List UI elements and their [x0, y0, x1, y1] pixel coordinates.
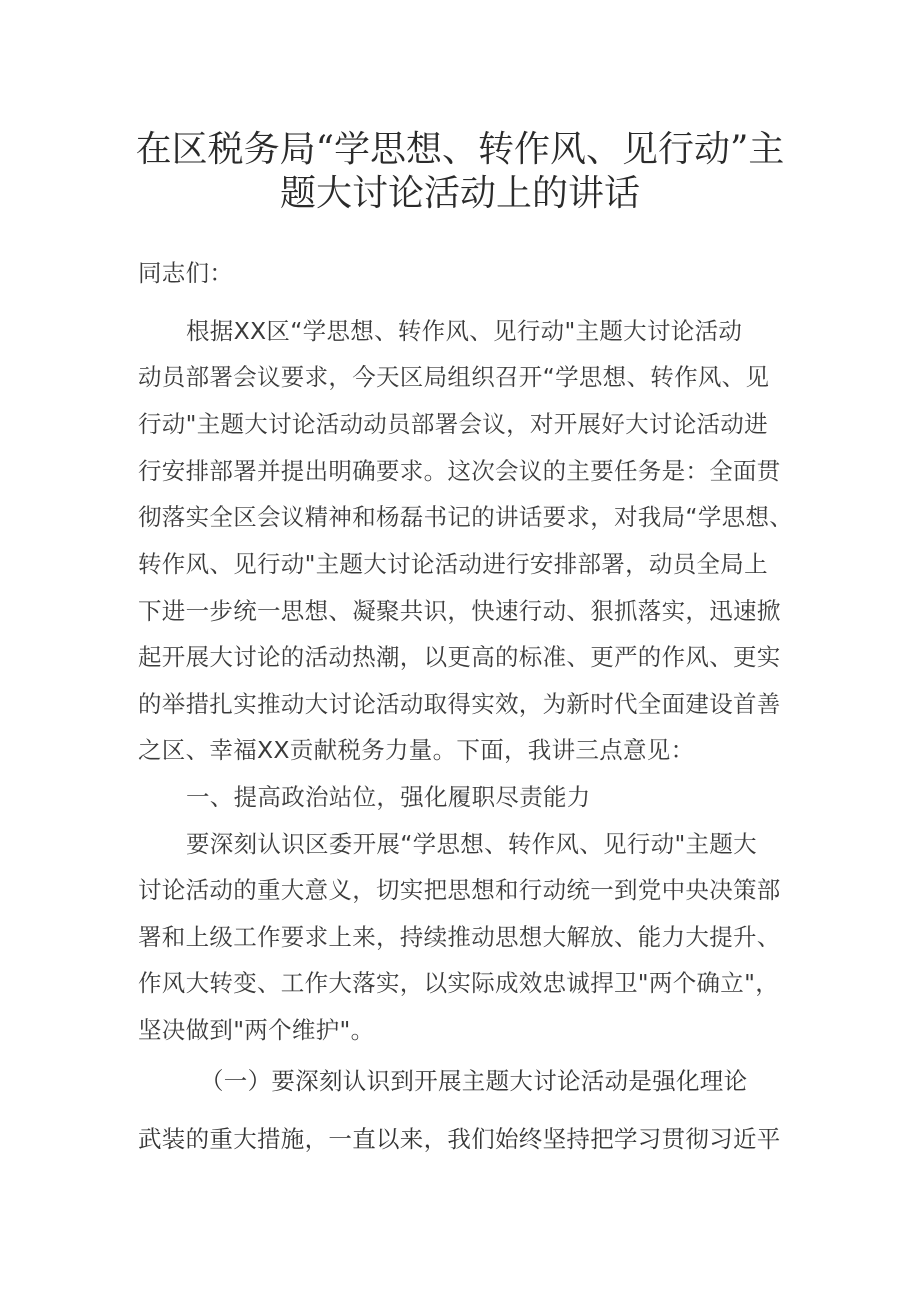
- paragraph-1-line: 的举措扎实推动大讨论活动取得实效，为新时代全面建设首善: [138, 690, 781, 718]
- paragraph-1-line: 根据XX区“学思想、转作风、见行动"主题大讨论活动: [186, 317, 743, 345]
- subheading-1-continuation: 武装的重大措施，一直以来，我们始终坚持把学习贯彻习近平: [138, 1125, 781, 1153]
- document-title-line-2: 题大讨论活动上的讲话: [279, 173, 640, 214]
- paragraph-2-line: 署和上级工作要求上来，持续推动思想大解放、能力大提升、: [138, 923, 781, 951]
- paragraph-1-line: 之区、幸福XX贡献税务力量。下面，我讲三点意见：: [138, 736, 695, 764]
- paragraph-1-line: 彻落实全区会议精神和杨磊书记的讲话要求，对我局“学思想、: [138, 503, 794, 531]
- paragraph-1-line: 下进一步统一思想、凝聚共识，快速行动、狠抓落实，迅速掀: [138, 597, 781, 625]
- paragraph-1-line: 行安排部署并提出明确要求。这次会议的主要任务是：全面贯: [138, 457, 781, 485]
- paragraph-1-line: 转作风、见行动"主题大讨论活动进行安排部署，动员全局上: [138, 550, 768, 578]
- paragraph-2-line: 坚决做到"两个维护"。: [138, 1016, 375, 1044]
- subheading-1: （一）要深刻认识到开展主题大讨论活动是强化理论: [200, 1067, 748, 1095]
- paragraph-1-line: 起开展大讨论的活动热潮，以更高的标准、更严的作风、更实: [138, 643, 781, 671]
- document-title-line-1: 在区税务局“学思想、转作风、见行动”主: [135, 129, 785, 170]
- paragraph-2-line: 讨论活动的重大意义，切实把思想和行动统一到党中央决策部: [138, 876, 781, 904]
- paragraph-1-line: 动员部署会议要求，今天区局组织召开“学思想、转作风、见: [138, 363, 770, 391]
- salutation: 同志们：: [138, 259, 234, 287]
- section-heading-1: 一、提高政治站位，强化履职尽责能力: [186, 783, 591, 811]
- paragraph-2-line: 要深刻认识区委开展“学思想、转作风、见行动"主题大: [186, 830, 757, 858]
- paragraph-2-line: 作风大转变、工作大落实，以实际成效忠诚捍卫"两个确立"，: [138, 969, 780, 997]
- paragraph-1-line: 行动"主题大讨论活动动员部署会议，对开展好大讨论活动进: [138, 410, 768, 438]
